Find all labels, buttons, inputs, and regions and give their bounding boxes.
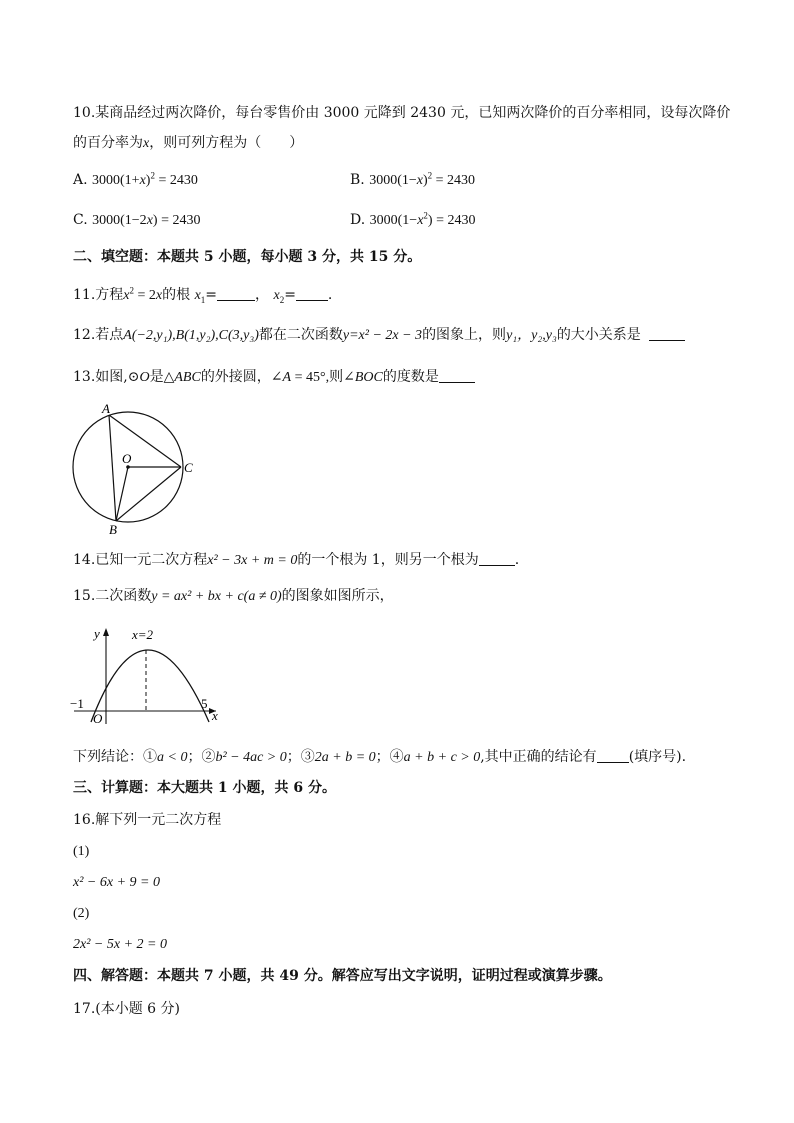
q13-text: 的外接圆，∠ — [200, 369, 283, 385]
q16-part1-label: (1) — [73, 844, 90, 859]
q12-text: 的图象上，则 — [422, 327, 507, 343]
var-x: x — [155, 288, 163, 303]
label-c: C — [184, 460, 193, 475]
answer-blank[interactable] — [439, 368, 475, 383]
q11-text: 11.方程 — [73, 287, 124, 303]
expr: ) — [145, 173, 151, 188]
option-label: A. — [73, 172, 88, 188]
q15-text: 15.二次函数 — [73, 588, 152, 604]
exponent: 2 — [423, 210, 428, 221]
conclusion-4: a + b + c > 0 — [403, 750, 481, 765]
q10-text: 的百分率为 — [73, 135, 143, 151]
var-x2: x — [273, 288, 280, 303]
label-b: B — [109, 522, 117, 537]
var-A: A — [282, 370, 292, 385]
q14-text: 的一个根为 1，则另一个根为 — [297, 552, 479, 568]
q12-text: 的大小关系是 — [556, 327, 641, 343]
points-expr: A(−2,y₁),B(1,y₂),C(3,y₃) — [123, 328, 259, 343]
label-o: O — [122, 451, 132, 466]
var-x: x — [143, 136, 150, 151]
expr: = 2430 — [157, 213, 201, 228]
exponent: 2 — [150, 170, 155, 181]
label-axis-eq: x=2 — [132, 627, 154, 642]
vars-expr: y₁，y₂,y₃ — [506, 328, 557, 343]
period: . — [327, 287, 333, 303]
expr: 3000(1− — [369, 173, 417, 188]
separator: ；② — [187, 749, 216, 765]
side-ac — [109, 415, 181, 467]
q10-option-a[interactable] — [73, 170, 198, 191]
q12-stem — [73, 325, 685, 346]
answer-blank[interactable] — [479, 551, 515, 566]
q14-stem — [73, 550, 519, 571]
conclusion-text: (填序号). — [628, 749, 687, 765]
label-neg1: −1 — [70, 696, 84, 711]
expr: ) — [152, 213, 158, 228]
conclusion-text: 下列结论：① — [73, 749, 157, 765]
side-ab — [109, 415, 116, 521]
q15-figure — [66, 620, 231, 730]
option-label: B. — [350, 172, 365, 188]
q11-stem — [73, 285, 332, 306]
exponent: 2 — [427, 170, 433, 181]
conclusion-2: b² − 4ac > 0 — [215, 750, 287, 765]
expr: = 2 — [133, 288, 156, 303]
var-O: O — [139, 370, 150, 385]
var-BOC: BOC — [354, 370, 383, 385]
var-x1: x — [194, 288, 201, 303]
q10-stem-line2 — [73, 133, 303, 154]
option-label: D. — [350, 212, 366, 228]
q15-text: 的图象如图所示， — [281, 588, 394, 604]
q15-conclusions — [73, 747, 686, 768]
q12-text: 都在二次函数 — [258, 327, 343, 343]
answer-blank[interactable] — [597, 748, 629, 763]
answer-blank[interactable] — [217, 286, 255, 301]
label-x: x — [212, 708, 218, 723]
expr: = 2430 — [432, 173, 476, 188]
q16-equation-1: x² − 6x + 9 = 0 — [73, 875, 160, 890]
separator: ；③ — [286, 749, 315, 765]
expr: 3000(1− — [369, 213, 418, 228]
q13-text: 13.如图,⊙ — [73, 369, 140, 385]
section-heading-fill-blank: 二、填空题：本题共 5 小题，每小题 3 分，共 15 分。 — [73, 249, 422, 265]
expr: = 2430 — [432, 213, 476, 228]
label-y: y — [94, 626, 100, 641]
q14-text: 14.已知一元二次方程 — [73, 552, 208, 568]
section-heading-solution: 四、解答题：本题共 7 小题，共 49 分。解答应写出文字说明，证明过程或演算步骤。 — [73, 968, 612, 984]
equals: = — [205, 287, 218, 303]
q13-text: 是△ — [149, 369, 175, 385]
q16-equation-2: 2x² − 5x + 2 = 0 — [73, 937, 167, 952]
option-label: C. — [73, 212, 88, 228]
label-origin: O — [93, 711, 103, 726]
expr: ) — [427, 213, 433, 228]
var-x: x — [417, 213, 424, 228]
var-x: x — [146, 213, 153, 228]
separator: ， — [255, 287, 270, 303]
q13-stem — [73, 367, 475, 388]
q13-text: = 45°,则∠ — [291, 370, 355, 385]
equation-expr: x² − 3x + m = 0 — [207, 553, 298, 568]
q13-text: 的度数是 — [382, 369, 439, 385]
expr: = 2430 — [154, 173, 198, 188]
q10-option-d[interactable] — [350, 210, 476, 231]
expr: ) — [422, 173, 428, 188]
y-axis-arrow — [103, 628, 109, 636]
q10-text: ，则可列方程为（ ） — [149, 135, 304, 151]
label-five: 5 — [201, 696, 208, 711]
answer-blank[interactable] — [296, 286, 328, 301]
q10-stem-line1: 10.某商品经过两次降价，每台零售价由 3000 元降到 2430 元，已知两次降价的百分率相同，设每次降价 — [73, 105, 731, 121]
label-a: A — [102, 401, 110, 416]
q13-figure — [66, 400, 206, 540]
equals: = — [284, 287, 296, 303]
q17-title: 17.(本小题 6 分) — [73, 1001, 180, 1017]
expr: 3000(1−2 — [92, 213, 147, 228]
exponent: 2 — [129, 285, 134, 296]
q10-option-b[interactable] — [350, 170, 475, 191]
period: . — [514, 552, 520, 568]
q15-stem — [73, 586, 394, 607]
q10-option-c[interactable] — [73, 210, 200, 231]
subscript: 1 — [200, 294, 206, 305]
var-ABC: ABC — [174, 370, 201, 385]
q11-text: 的根 — [162, 287, 191, 303]
subscript: 2 — [279, 294, 285, 305]
separator: ；④ — [375, 749, 404, 765]
q16-part2-label: (2) — [73, 906, 90, 921]
section-heading-calculation: 三、计算题：本大题共 1 小题，共 6 分。 — [73, 780, 336, 796]
expr: 3000(1+ — [92, 173, 140, 188]
conclusion-1: a < 0 — [157, 750, 188, 765]
answer-blank[interactable] — [649, 326, 685, 341]
q12-text: 12.若点 — [73, 327, 124, 343]
q16-title: 16.解下列一元二次方程 — [73, 812, 222, 828]
function-expr: y=x² − 2x − 3 — [342, 328, 423, 343]
var-x: x — [123, 288, 130, 303]
conclusion-3: 2a + b = 0 — [314, 750, 376, 765]
var-x: x — [139, 173, 146, 188]
conclusion-text: ,其中正确的结论有 — [480, 749, 597, 765]
function-expr: y = ax² + bx + c(a ≠ 0) — [151, 589, 282, 604]
var-x: x — [416, 173, 423, 188]
